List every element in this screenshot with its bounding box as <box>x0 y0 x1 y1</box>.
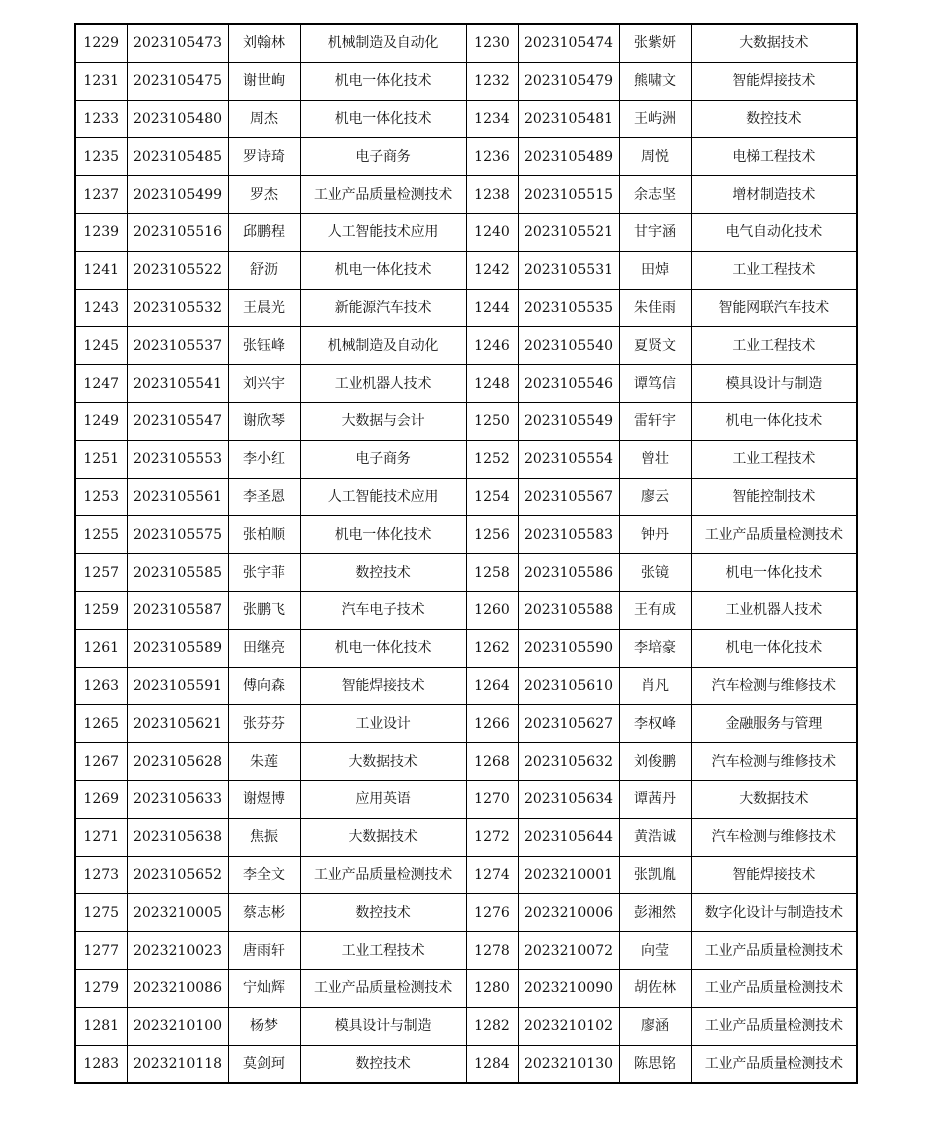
student-id-cell: 2023105515 <box>518 176 619 214</box>
student-id-cell: 2023210130 <box>518 1045 619 1083</box>
student-name-cell: 刘兴宇 <box>228 365 300 403</box>
major-cell: 机械制造及自动化 <box>300 327 466 365</box>
student-name-cell: 谭茜丹 <box>619 780 691 818</box>
seq-cell: 1274 <box>466 856 518 894</box>
student-name-cell: 黄浩诚 <box>619 818 691 856</box>
student-id-cell: 2023105621 <box>127 705 228 743</box>
major-cell: 汽车电子技术 <box>300 591 466 629</box>
roster-body <box>75 24 857 1083</box>
major-cell: 工业产品质量检测技术 <box>300 969 466 1007</box>
student-id-cell: 2023210001 <box>518 856 619 894</box>
major-cell: 工业设计 <box>300 705 466 743</box>
student-name-cell: 余志坚 <box>619 176 691 214</box>
major-cell: 机械制造及自动化 <box>300 24 466 62</box>
student-id-cell: 2023105554 <box>518 440 619 478</box>
major-cell: 电子商务 <box>300 440 466 478</box>
major-cell: 机电一体化技术 <box>691 629 857 667</box>
student-name-cell: 王有成 <box>619 591 691 629</box>
seq-cell: 1265 <box>75 705 127 743</box>
table-row <box>75 100 857 138</box>
seq-cell: 1261 <box>75 629 127 667</box>
major-cell: 工业产品质量检测技术 <box>691 1045 857 1083</box>
student-name-cell: 谢欣琴 <box>228 402 300 440</box>
student-id-cell: 2023105589 <box>127 629 228 667</box>
seq-cell: 1263 <box>75 667 127 705</box>
seq-cell: 1249 <box>75 402 127 440</box>
seq-cell: 1257 <box>75 554 127 592</box>
student-name-cell: 唐雨轩 <box>228 932 300 970</box>
table-row <box>75 213 857 251</box>
table-row <box>75 629 857 667</box>
seq-cell: 1237 <box>75 176 127 214</box>
table-row <box>75 402 857 440</box>
seq-cell: 1232 <box>466 62 518 100</box>
seq-cell: 1264 <box>466 667 518 705</box>
student-name-cell: 蔡志彬 <box>228 894 300 932</box>
student-id-cell: 2023210072 <box>518 932 619 970</box>
major-cell: 工业产品质量检测技术 <box>691 516 857 554</box>
major-cell: 智能焊接技术 <box>691 62 857 100</box>
student-id-cell: 2023105633 <box>127 780 228 818</box>
major-cell: 电气自动化技术 <box>691 213 857 251</box>
student-id-cell: 2023105585 <box>127 554 228 592</box>
student-name-cell: 熊啸文 <box>619 62 691 100</box>
student-name-cell: 王屿洲 <box>619 100 691 138</box>
student-name-cell: 李权峰 <box>619 705 691 743</box>
student-name-cell: 张凯胤 <box>619 856 691 894</box>
seq-cell: 1259 <box>75 591 127 629</box>
student-name-cell: 朱佳雨 <box>619 289 691 327</box>
student-id-cell: 2023105553 <box>127 440 228 478</box>
student-id-cell: 2023105546 <box>518 365 619 403</box>
student-name-cell: 胡佐林 <box>619 969 691 1007</box>
seq-cell: 1276 <box>466 894 518 932</box>
student-id-cell: 2023105537 <box>127 327 228 365</box>
major-cell: 工业工程技术 <box>691 251 857 289</box>
student-name-cell: 雷轩宇 <box>619 402 691 440</box>
student-id-cell: 2023105628 <box>127 743 228 781</box>
seq-cell: 1270 <box>466 780 518 818</box>
table-row <box>75 969 857 1007</box>
table-row <box>75 289 857 327</box>
student-name-cell: 田继亮 <box>228 629 300 667</box>
student-id-cell: 2023105489 <box>518 138 619 176</box>
table-row <box>75 818 857 856</box>
major-cell: 工业机器人技术 <box>300 365 466 403</box>
student-name-cell: 谢世峋 <box>228 62 300 100</box>
major-cell: 数字化设计与制造技术 <box>691 894 857 932</box>
table-row <box>75 591 857 629</box>
student-id-cell: 2023105652 <box>127 856 228 894</box>
student-name-cell: 张芬芬 <box>228 705 300 743</box>
student-id-cell: 2023105540 <box>518 327 619 365</box>
seq-cell: 1260 <box>466 591 518 629</box>
major-cell: 大数据与会计 <box>300 402 466 440</box>
student-id-cell: 2023105575 <box>127 516 228 554</box>
major-cell: 机电一体化技术 <box>300 251 466 289</box>
student-id-cell: 2023105591 <box>127 667 228 705</box>
student-name-cell: 舒沥 <box>228 251 300 289</box>
seq-cell: 1229 <box>75 24 127 62</box>
major-cell: 工业产品质量检测技术 <box>300 176 466 214</box>
seq-cell: 1278 <box>466 932 518 970</box>
student-name-cell: 李培豪 <box>619 629 691 667</box>
student-name-cell: 张鹏飞 <box>228 591 300 629</box>
student-id-cell: 2023105481 <box>518 100 619 138</box>
major-cell: 新能源汽车技术 <box>300 289 466 327</box>
major-cell: 人工智能技术应用 <box>300 478 466 516</box>
seq-cell: 1267 <box>75 743 127 781</box>
major-cell: 模具设计与制造 <box>691 365 857 403</box>
major-cell: 工业产品质量检测技术 <box>691 1007 857 1045</box>
student-name-cell: 罗诗琦 <box>228 138 300 176</box>
major-cell: 电子商务 <box>300 138 466 176</box>
student-name-cell: 甘宇涵 <box>619 213 691 251</box>
seq-cell: 1268 <box>466 743 518 781</box>
major-cell: 机电一体化技术 <box>691 402 857 440</box>
student-name-cell: 廖涵 <box>619 1007 691 1045</box>
student-id-cell: 2023105590 <box>518 629 619 667</box>
student-id-cell: 2023105632 <box>518 743 619 781</box>
major-cell: 汽车检测与维修技术 <box>691 818 857 856</box>
major-cell: 机电一体化技术 <box>300 62 466 100</box>
major-cell: 智能控制技术 <box>691 478 857 516</box>
major-cell: 工业产品质量检测技术 <box>691 932 857 970</box>
major-cell: 大数据技术 <box>691 24 857 62</box>
seq-cell: 1279 <box>75 969 127 1007</box>
table-row <box>75 667 857 705</box>
student-id-cell: 2023105480 <box>127 100 228 138</box>
seq-cell: 1236 <box>466 138 518 176</box>
seq-cell: 1239 <box>75 213 127 251</box>
seq-cell: 1241 <box>75 251 127 289</box>
student-name-cell: 彭湘然 <box>619 894 691 932</box>
table-row <box>75 856 857 894</box>
student-id-cell: 2023105535 <box>518 289 619 327</box>
table-row <box>75 24 857 62</box>
student-name-cell: 谢煜博 <box>228 780 300 818</box>
major-cell: 智能网联汽车技术 <box>691 289 857 327</box>
student-name-cell: 王晨光 <box>228 289 300 327</box>
major-cell: 汽车检测与维修技术 <box>691 743 857 781</box>
student-id-cell: 2023105610 <box>518 667 619 705</box>
seq-cell: 1271 <box>75 818 127 856</box>
major-cell: 工业机器人技术 <box>691 591 857 629</box>
student-id-cell: 2023105521 <box>518 213 619 251</box>
student-name-cell: 田焯 <box>619 251 691 289</box>
seq-cell: 1242 <box>466 251 518 289</box>
seq-cell: 1283 <box>75 1045 127 1083</box>
table-row <box>75 138 857 176</box>
student-id-cell: 2023105627 <box>518 705 619 743</box>
table-row <box>75 365 857 403</box>
seq-cell: 1277 <box>75 932 127 970</box>
table-row <box>75 176 857 214</box>
student-name-cell: 周悦 <box>619 138 691 176</box>
student-id-cell: 2023210006 <box>518 894 619 932</box>
seq-cell: 1234 <box>466 100 518 138</box>
seq-cell: 1238 <box>466 176 518 214</box>
student-id-cell: 2023210118 <box>127 1045 228 1083</box>
table-row <box>75 1045 857 1083</box>
student-name-cell: 肖凡 <box>619 667 691 705</box>
student-id-cell: 2023105499 <box>127 176 228 214</box>
seq-cell: 1280 <box>466 969 518 1007</box>
student-name-cell: 向莹 <box>619 932 691 970</box>
major-cell: 电梯工程技术 <box>691 138 857 176</box>
table-row <box>75 251 857 289</box>
student-id-cell: 2023210102 <box>518 1007 619 1045</box>
student-id-cell: 2023105541 <box>127 365 228 403</box>
seq-cell: 1255 <box>75 516 127 554</box>
major-cell: 大数据技术 <box>300 743 466 781</box>
major-cell: 机电一体化技术 <box>300 629 466 667</box>
major-cell: 增材制造技术 <box>691 176 857 214</box>
major-cell: 数控技术 <box>691 100 857 138</box>
seq-cell: 1240 <box>466 213 518 251</box>
seq-cell: 1258 <box>466 554 518 592</box>
seq-cell: 1275 <box>75 894 127 932</box>
student-id-cell: 2023210005 <box>127 894 228 932</box>
major-cell: 大数据技术 <box>691 780 857 818</box>
student-id-cell: 2023210023 <box>127 932 228 970</box>
major-cell: 机电一体化技术 <box>300 516 466 554</box>
student-id-cell: 2023210090 <box>518 969 619 1007</box>
table-row <box>75 1007 857 1045</box>
seq-cell: 1235 <box>75 138 127 176</box>
major-cell: 应用英语 <box>300 780 466 818</box>
seq-cell: 1282 <box>466 1007 518 1045</box>
student-name-cell: 张紫妍 <box>619 24 691 62</box>
seq-cell: 1250 <box>466 402 518 440</box>
seq-cell: 1244 <box>466 289 518 327</box>
student-name-cell: 罗杰 <box>228 176 300 214</box>
student-id-cell: 2023105473 <box>127 24 228 62</box>
student-id-cell: 2023210086 <box>127 969 228 1007</box>
seq-cell: 1251 <box>75 440 127 478</box>
seq-cell: 1253 <box>75 478 127 516</box>
student-name-cell: 张钰峰 <box>228 327 300 365</box>
student-id-cell: 2023105583 <box>518 516 619 554</box>
seq-cell: 1272 <box>466 818 518 856</box>
student-id-cell: 2023105588 <box>518 591 619 629</box>
table-row <box>75 440 857 478</box>
student-name-cell: 莫剑珂 <box>228 1045 300 1083</box>
student-id-cell: 2023105567 <box>518 478 619 516</box>
major-cell: 智能焊接技术 <box>300 667 466 705</box>
student-id-cell: 2023105587 <box>127 591 228 629</box>
student-id-cell: 2023105644 <box>518 818 619 856</box>
table-row <box>75 478 857 516</box>
major-cell: 金融服务与管理 <box>691 705 857 743</box>
student-name-cell: 李小红 <box>228 440 300 478</box>
table-row <box>75 62 857 100</box>
seq-cell: 1247 <box>75 365 127 403</box>
table-row <box>75 516 857 554</box>
student-name-cell: 傅向森 <box>228 667 300 705</box>
student-id-cell: 2023105634 <box>518 780 619 818</box>
major-cell: 数控技术 <box>300 554 466 592</box>
table-row <box>75 743 857 781</box>
student-name-cell: 杨梦 <box>228 1007 300 1045</box>
seq-cell: 1284 <box>466 1045 518 1083</box>
student-name-cell: 陈思铭 <box>619 1045 691 1083</box>
table-row <box>75 554 857 592</box>
student-roster-table <box>74 23 858 1084</box>
seq-cell: 1246 <box>466 327 518 365</box>
major-cell: 人工智能技术应用 <box>300 213 466 251</box>
seq-cell: 1230 <box>466 24 518 62</box>
table-row <box>75 894 857 932</box>
student-id-cell: 2023105532 <box>127 289 228 327</box>
student-id-cell: 2023105586 <box>518 554 619 592</box>
student-name-cell: 廖云 <box>619 478 691 516</box>
student-name-cell: 朱莲 <box>228 743 300 781</box>
major-cell: 数控技术 <box>300 894 466 932</box>
major-cell: 机电一体化技术 <box>691 554 857 592</box>
seq-cell: 1254 <box>466 478 518 516</box>
student-name-cell: 曾壮 <box>619 440 691 478</box>
seq-cell: 1266 <box>466 705 518 743</box>
table-row <box>75 780 857 818</box>
major-cell: 工业工程技术 <box>691 327 857 365</box>
student-id-cell: 2023105479 <box>518 62 619 100</box>
seq-cell: 1248 <box>466 365 518 403</box>
student-name-cell: 刘俊鹏 <box>619 743 691 781</box>
major-cell: 工业产品质量检测技术 <box>300 856 466 894</box>
student-id-cell: 2023105531 <box>518 251 619 289</box>
student-id-cell: 2023105522 <box>127 251 228 289</box>
student-name-cell: 刘翰林 <box>228 24 300 62</box>
seq-cell: 1243 <box>75 289 127 327</box>
major-cell: 模具设计与制造 <box>300 1007 466 1045</box>
seq-cell: 1281 <box>75 1007 127 1045</box>
table-row <box>75 327 857 365</box>
seq-cell: 1262 <box>466 629 518 667</box>
major-cell: 机电一体化技术 <box>300 100 466 138</box>
student-name-cell: 谭笃信 <box>619 365 691 403</box>
student-id-cell: 2023105561 <box>127 478 228 516</box>
student-name-cell: 焦振 <box>228 818 300 856</box>
major-cell: 工业工程技术 <box>300 932 466 970</box>
student-id-cell: 2023105475 <box>127 62 228 100</box>
student-name-cell: 邱鹏程 <box>228 213 300 251</box>
student-name-cell: 宁灿辉 <box>228 969 300 1007</box>
table-row <box>75 932 857 970</box>
seq-cell: 1273 <box>75 856 127 894</box>
major-cell: 数控技术 <box>300 1045 466 1083</box>
seq-cell: 1231 <box>75 62 127 100</box>
student-name-cell: 周杰 <box>228 100 300 138</box>
major-cell: 工业工程技术 <box>691 440 857 478</box>
student-id-cell: 2023105638 <box>127 818 228 856</box>
student-name-cell: 张柏顺 <box>228 516 300 554</box>
student-name-cell: 李全文 <box>228 856 300 894</box>
seq-cell: 1256 <box>466 516 518 554</box>
student-name-cell: 钟丹 <box>619 516 691 554</box>
seq-cell: 1269 <box>75 780 127 818</box>
student-name-cell: 李圣恩 <box>228 478 300 516</box>
major-cell: 工业产品质量检测技术 <box>691 969 857 1007</box>
major-cell: 汽车检测与维修技术 <box>691 667 857 705</box>
student-id-cell: 2023105474 <box>518 24 619 62</box>
student-name-cell: 夏贤文 <box>619 327 691 365</box>
student-id-cell: 2023105547 <box>127 402 228 440</box>
seq-cell: 1233 <box>75 100 127 138</box>
student-id-cell: 2023210100 <box>127 1007 228 1045</box>
student-name-cell: 张镜 <box>619 554 691 592</box>
table-row <box>75 705 857 743</box>
major-cell: 大数据技术 <box>300 818 466 856</box>
student-id-cell: 2023105549 <box>518 402 619 440</box>
student-id-cell: 2023105516 <box>127 213 228 251</box>
seq-cell: 1245 <box>75 327 127 365</box>
major-cell: 智能焊接技术 <box>691 856 857 894</box>
seq-cell: 1252 <box>466 440 518 478</box>
student-id-cell: 2023105485 <box>127 138 228 176</box>
student-name-cell: 张宇菲 <box>228 554 300 592</box>
